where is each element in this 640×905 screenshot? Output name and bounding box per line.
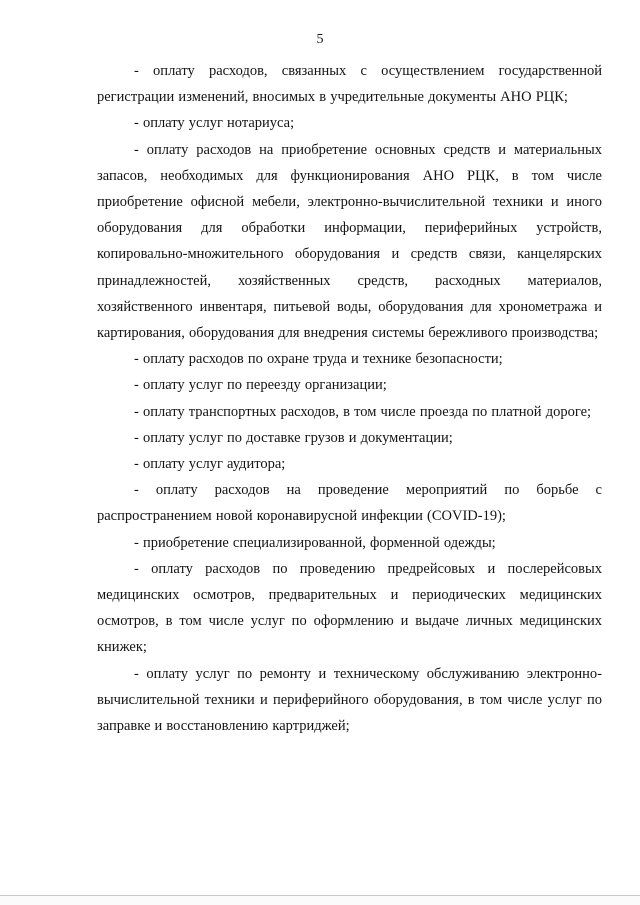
- paragraph: - оплату транспортных расходов, в том числе проезда по платной дороге;: [134, 403, 592, 420]
- page-number: 5: [316, 32, 324, 47]
- paragraph: - оплату расходов, связанных с осуществлением государственной регистрации изменений, вносимых в учредительные документы АНО РЦК;: [97, 63, 602, 106]
- paragraph: - оплату услуг по ремонту и техническому обслуживанию электронно-вычислительной техники и периферийного оборудования, в том числе услуг по заправке и восстановлению картриджей;: [97, 665, 602, 735]
- paragraph: - оплату услуг аудитора;: [134, 456, 286, 473]
- paragraph: - приобретение специализированной, форменной одежды;: [134, 534, 496, 551]
- paragraph: - оплату расходов на приобретение основных средств и материальных запасов, необходимых для функционирования АНО РЦК, в том числе приобретение офисной мебели, электронно-вычислительной техники и иного оборудования для обработки информации, периферийных устройств, копировально-множительного оборудования и средств связи, канцелярских принадлежностей, хозяйственных средств, расходных материалов, хозяйственного инвентаря, питьевой воды, оборудования для хронометража и картирования, оборудования для внедрения системы бережливого производства;: [97, 141, 602, 342]
- paragraph: - оплату расходов по охране труда и технике безопасности;: [134, 351, 503, 368]
- paragraph: - оплату услуг нотариуса;: [134, 115, 295, 132]
- paragraph: - оплату расходов по проведению предрейсовых и послерейсовых медицинских осмотров, предварительных и периодических медицинских осмотров, в том числе услуг по оформлению и выдаче личных медицинских книжек;: [97, 560, 602, 656]
- document-body: [97, 58, 602, 739]
- scan-bottom-edge: [0, 895, 640, 905]
- paragraph: - оплату расходов на проведение мероприятий по борьбе с распространением новой коронавирусной инфекции (COVID-19);: [97, 482, 602, 525]
- paragraph: - оплату услуг по доставке грузов и документации;: [134, 429, 453, 446]
- paragraph: - оплату услуг по переезду организации;: [134, 377, 387, 394]
